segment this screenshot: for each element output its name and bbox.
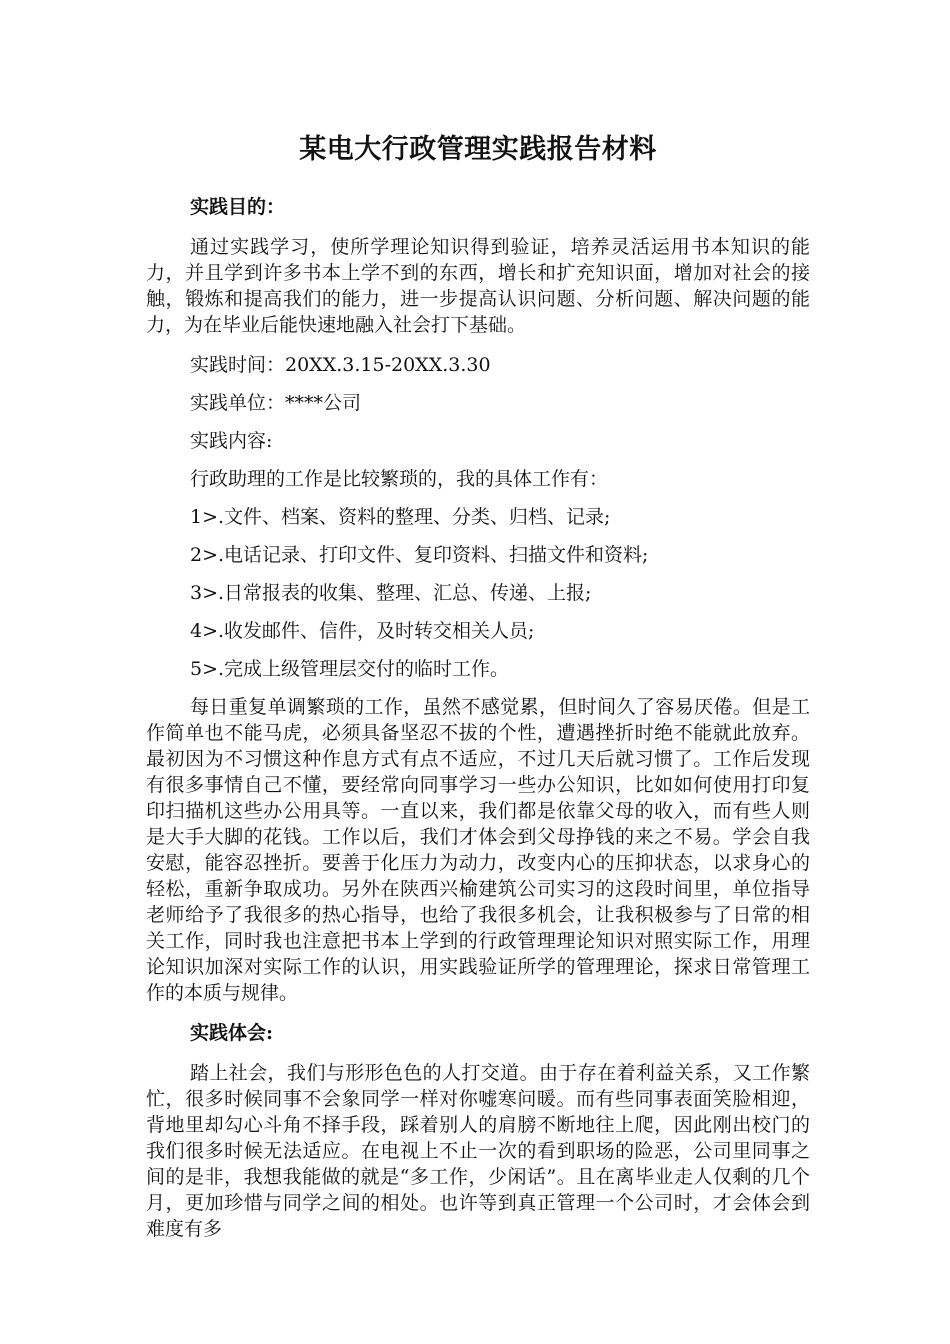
content-heading: 实践内容: [190, 430, 273, 452]
list-item: 2>.电话记录、打印文件、复印资料、扫描文件和资料; [190, 544, 649, 566]
practice-time: 实践时间：20XX.3.15-20XX.3.30 [190, 354, 491, 376]
list-item: 1>.文件、档案、资料的整理、分类、归档、记录; [190, 506, 611, 528]
content-intro: 行政助理的工作是比较繁琐的，我的具体工作有： [190, 468, 609, 490]
experience-paragraph: 踏上社会，我们与形形色色的人打交道。由于存在着利益关系，又工作繁忙，很多时候同事不会象同学一样对你嘘寒问暖。而有些同事表面笑脸相迎，背地里却勾心斗角不择手段，踩着别人的肩膀不断地往上爬，因此刚出校门的我们很多时候无法适应。在电视上不止一次的看到职场的险恶，公司里同事之间的是非，我想我能做的就是“多工作，少闲话”。且在离毕业走人仅剩的几个月，更加珍惜与同学之间的相处。也许等到真正管理一个公司时，才会体会到难度有多 [146, 1062, 810, 1240]
list-item: 5>.完成上级管理层交付的临时工作。 [190, 658, 510, 680]
list-item: 4>.收发邮件、信件，及时转交相关人员; [190, 620, 535, 642]
document-title: 某电大行政管理实践报告材料 [299, 134, 657, 165]
document-page [146, 128, 810, 1250]
practice-unit: 实践单位：****公司 [190, 392, 362, 414]
daily-work-paragraph: 每日重复单调繁琐的工作，虽然不感觉累，但时间久了容易厌倦。但是工作简单也不能马虎，必须具备坚忍不拔的个性，遭遇挫折时绝不能就此放弃。最初因为不习惯这种作息方式有点不适应，不过几天后就习惯了。工作后发现有很多事情自己不懂，要经常向同事学习一些办公知识，比如如何使用打印复印扫描机这些办公用具等。一直以来，我们都是依靠父母的收入，而有些人则是大手大脚的花钱。工作以后，我们才体会到父母挣钱的来之不易。学会自我安慰，能容忍挫折。要善于化压力为动力，改变内心的压抑状态，以求身心的轻松，重新争取成功。另外在陕西兴榆建筑公司实习的这段时间里，单位指导老师给予了我很多的热心指导，也给了我很多机会，让我积极参与了日常的相关工作，同时我也注意把书本上学到的行政管理理论知识对照实际工作，用理论知识加深对实际工作的认识，用实践验证所学的管理理论，探求日常管理工作的本质与规律。 [146, 696, 810, 1004]
purpose-paragraph: 通过实践学习，使所学理论知识得到验证，培养灵活运用书本知识的能力，并且学到许多书本上学不到的东西，增长和扩充知识面，增加对社会的接触，锻炼和提高我们的能力，进一步提高认识问题、分析问题、解决问题的能力，为在毕业后能快速地融入社会打下基础。 [146, 236, 810, 336]
purpose-heading: 实践目的： [190, 196, 286, 218]
experience-heading: 实践体会: [190, 1022, 274, 1044]
list-item: 3>.日常报表的收集、整理、汇总、传递、上报; [190, 582, 592, 604]
